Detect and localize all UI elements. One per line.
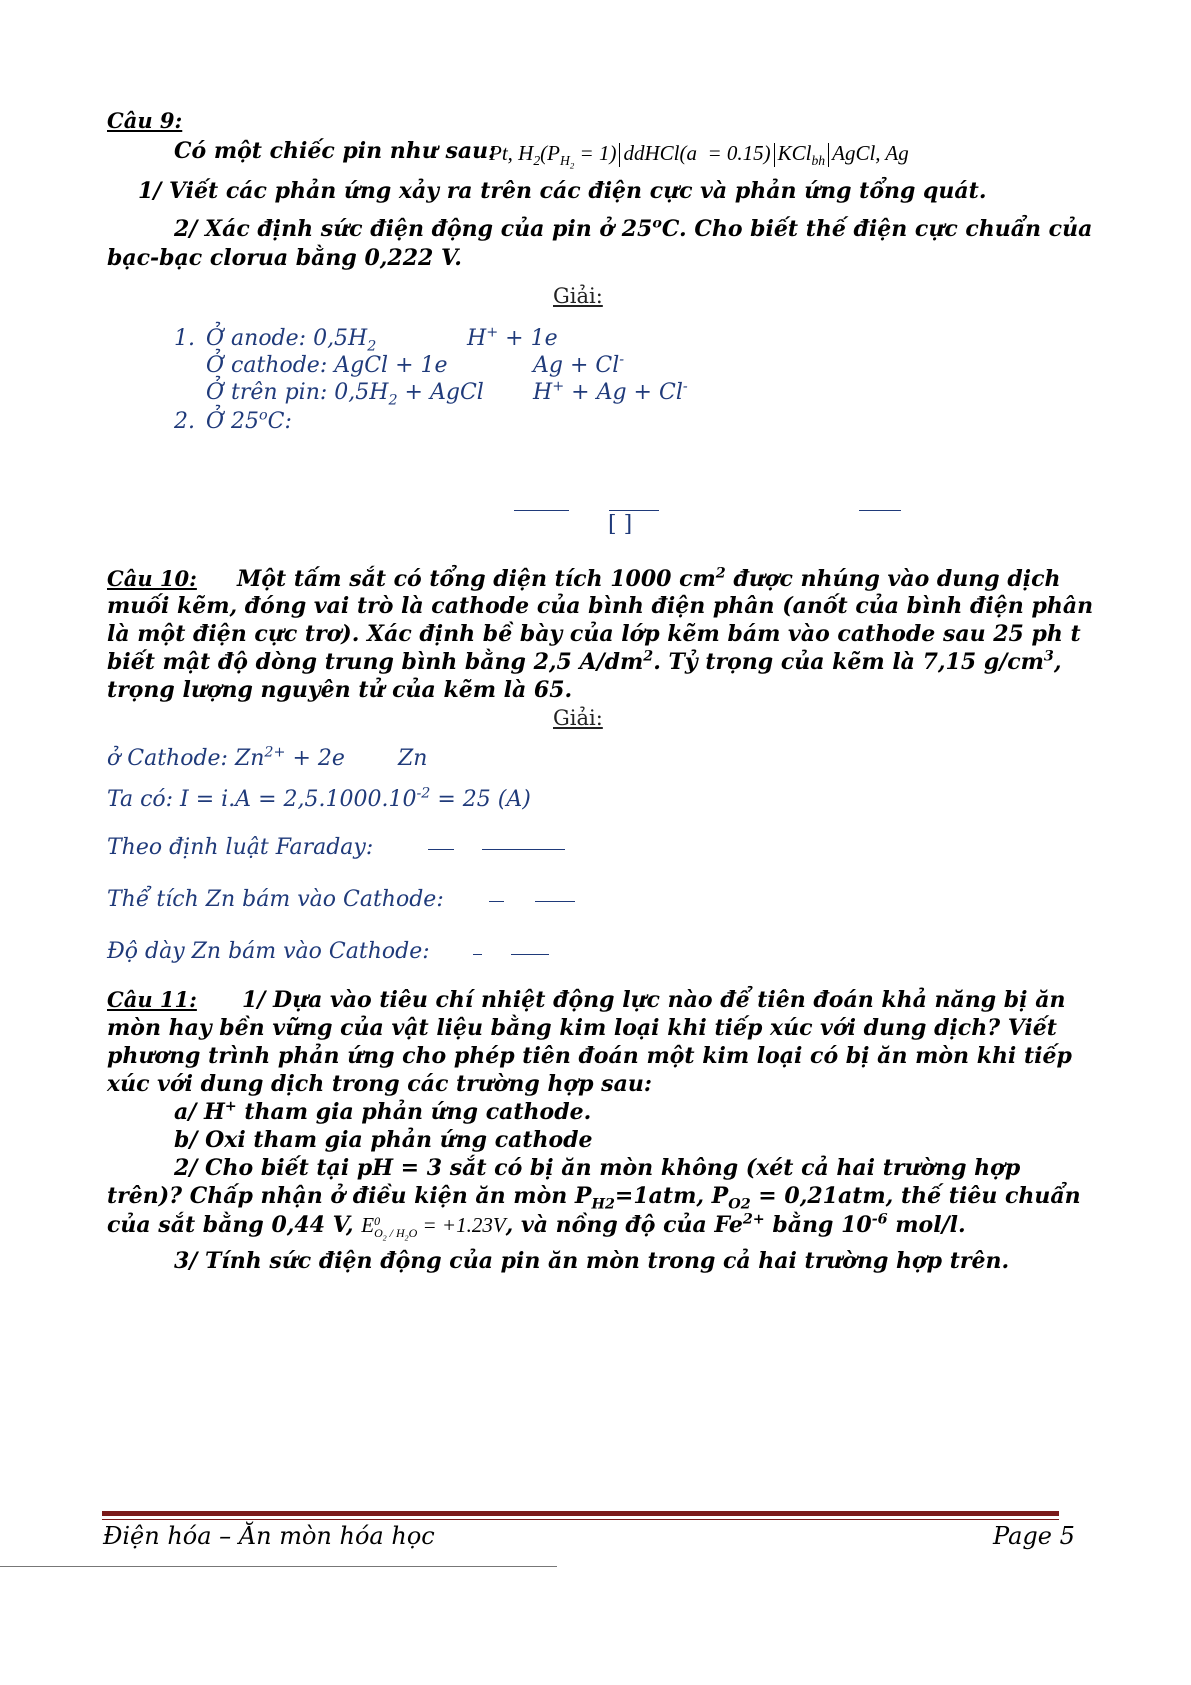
q9-ans1-num: 1. xyxy=(174,326,195,351)
standard-potential: E 0 $O_2 / H_2O$ = +1.23V xyxy=(361,1213,506,1243)
q11-line4: xúc với dung dịch trong các trường hợp sau: xyxy=(107,1071,652,1097)
q10-cathode-product: Zn xyxy=(398,746,428,771)
q9-ans2-num: 2. xyxy=(174,409,195,434)
q11-part2: 2/ Cho biết tại pH = 3 sắt có bị ăn mòn không (xét cả hai trường hợp xyxy=(174,1155,1021,1181)
fraction-bar xyxy=(514,510,569,511)
q11-line3: phương trình phản ứng cho phép tiên đoán một kim loại có bị ăn mòn khi tiếp xyxy=(107,1043,1072,1069)
q11-label: Câu 11: xyxy=(107,987,197,1012)
q11-part3: 3/ Tính sức điện động của pin ăn mòn trong cả hai trường hợp trên. xyxy=(174,1248,1010,1274)
q10-line3: là một điện cực trơ). Xác định bề bày của lớp kẽm bám vào cathode sau 25 ph t xyxy=(107,621,1081,647)
fraction-bar xyxy=(609,510,659,511)
q9-overall-product: H+ + Ag + Cl- xyxy=(533,378,688,405)
q9-part2: 2/ Xác định sức điện động của pin ở 25$^o$C. Cho biết thế điện cực chuẩn của xyxy=(174,215,1093,242)
q10-line1: Một tấm sắt có tổng diện tích 1000 $cm^2$ được nhúng vào dung dịch xyxy=(237,565,1061,592)
footer-rule-thick xyxy=(102,1511,1059,1516)
q9-part2-line2: bạc-bạc clorua bằng 0,222 V. xyxy=(107,245,462,271)
fraction-bar xyxy=(859,510,901,511)
page-bottom-rule xyxy=(0,1566,557,1567)
q10-current: Ta có: $I = i.A = 2,5.1000.10^{-2} = 25$ (A) xyxy=(107,785,531,812)
fraction-bar xyxy=(473,954,482,955)
q10-cathode-reaction: ở Cathode: $Zn^{2+} + 2e$ xyxy=(107,744,345,771)
fraction-bar xyxy=(428,849,454,850)
fraction-bar xyxy=(535,901,575,902)
footer-rule-thin xyxy=(102,1519,1059,1520)
q9-ans2: Ở 25$^o$C: xyxy=(206,407,292,434)
footer-page: Page 5 xyxy=(993,1522,1075,1550)
q9-label: Câu 9: xyxy=(107,108,183,133)
q11-item-a: a/ H+ tham gia phản ứng cathode. xyxy=(174,1098,592,1125)
q9-intro: Có một chiếc pin như sau: xyxy=(174,138,497,164)
q11-line8: trên)? Chấp nhận ở điều kiện ăn mòn $P_{H2}=1atm$, $P_{O2} = 0,21atm$, thế tiêu chuẩn xyxy=(107,1183,1081,1213)
fraction-bar xyxy=(482,849,565,850)
q11-line9: của sắt bằng 0,44 V, E 0 $O_2 / H_2O$ = +1.23V, và nồng độ của $Fe^{2+}$ bằng $10^{-6}$ mol/l. xyxy=(107,1211,966,1243)
q9-solution-heading: Giải: xyxy=(553,284,603,308)
cell-notation: Pt, $H_2(P_{H_2} = 1)$ ddHCl(a = 0.15) KCl$_{bh}$ AgCl, Ag xyxy=(489,141,909,171)
concentration-bracket: [ ] xyxy=(608,512,633,537)
q10-line2: muối kẽm, đóng vai trò là cathode của bình điện phân (anốt của bình điện phân xyxy=(107,593,1094,619)
fraction-bar xyxy=(489,901,504,902)
q10-volume: Thể tích Zn bám vào Cathode: xyxy=(107,887,444,912)
q11-line1: 1/ Dựa vào tiêu chí nhiệt động lực nào để tiên đoán khả năng bị ăn xyxy=(242,987,1066,1013)
q10-thickness: Độ dày Zn bám vào Cathode: xyxy=(107,939,430,964)
q11-line2: mòn hay bền vững của vật liệu bằng kim loại khi tiếp xúc với dung dịch? Viết xyxy=(107,1015,1057,1041)
q9-anode: Ở anode: $0,5H_2$ xyxy=(206,326,377,355)
q9-cathode: Ở cathode: AgCl + 1e xyxy=(206,353,448,378)
footer-title: Điện hóa – Ăn mòn hóa học xyxy=(103,1522,435,1550)
q11-item-b: b/ Oxi tham gia phản ứng cathode xyxy=(174,1127,593,1153)
q9-cathode-product: Ag + Cl- xyxy=(533,351,625,378)
q10-label: Câu 10: xyxy=(107,566,197,591)
q10-line4: biết mật độ dòng trung bình bằng 2,5 $A/dm^2$. Tỷ trọng của kẽm là 7,15 $g/cm^3$, xyxy=(107,648,1062,675)
q10-line5: trọng lượng nguyên tử của kẽm là 65. xyxy=(107,677,573,703)
q10-solution-heading: Giải: xyxy=(553,706,603,730)
q9-anode-product: H+ + 1e xyxy=(467,324,558,351)
q10-faraday: Theo định luật Faraday: xyxy=(107,835,374,860)
fraction-bar xyxy=(511,954,549,955)
q9-part1: 1/ Viết các phản ứng xảy ra trên các điện cực và phản ứng tổng quát. xyxy=(138,178,987,204)
q9-overall: Ở trên pin: $0,5H_2$ + AgCl xyxy=(206,380,484,409)
